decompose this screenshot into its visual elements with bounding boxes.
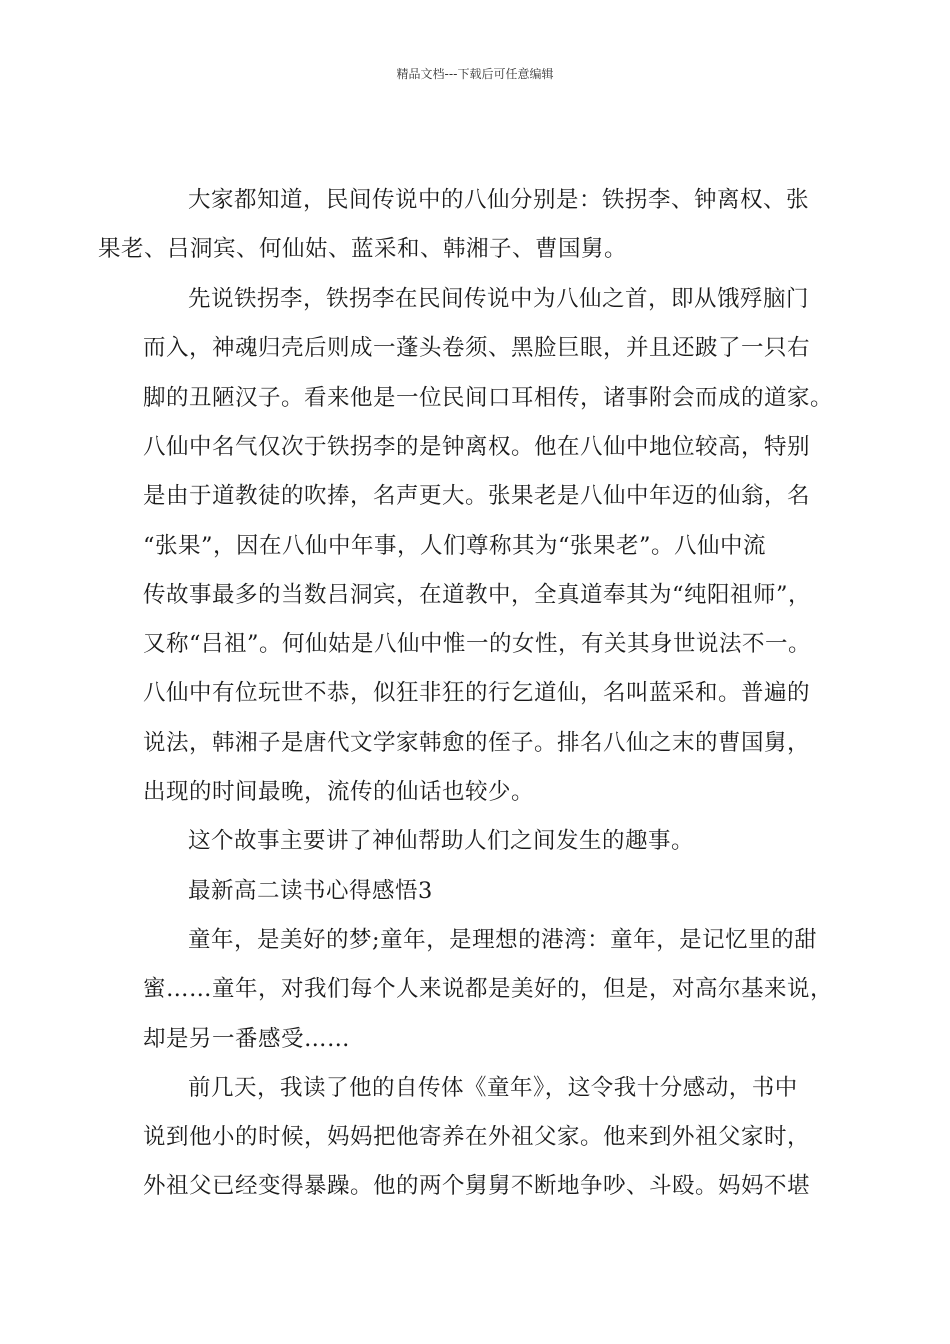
paragraph-eight-immortals-detail xyxy=(143,275,834,817)
text-line: 最新高二读书心得感悟3 xyxy=(188,877,433,904)
text-line: 八仙中名气仅次于铁拐李的是钟离权。他在八仙中地位较高，特别 xyxy=(143,433,811,460)
text-line: 出现的时间最晚，流传的仙话也较少。 xyxy=(143,779,535,806)
text-line: 而入，神魂归壳后则成一蓬头卷须、黑脸巨眼，并且还跛了一只右 xyxy=(143,335,811,362)
text-line: 脚的丑陋汉子。看来他是一位民间口耳相传，诸事附会而成的道家。 xyxy=(143,384,834,411)
text-line: 果老、吕洞宾、何仙姑、蓝采和、韩湘子、曹国舅。 xyxy=(98,236,628,263)
text-line: 八仙中有位玩世不恭，似狂非狂的行乞道仙，名叫蓝采和。普遍的 xyxy=(143,680,811,707)
page-header: 精品文档---下载后可任意编辑 xyxy=(396,67,554,81)
paragraph-eight-immortals-intro xyxy=(98,176,819,275)
text-line: 说法，韩湘子是唐代文学家韩愈的侄子。排名八仙之末的曹国舅， xyxy=(143,729,811,756)
text-line: 前几天，我读了他的自传体《童年》，这令我十分感动，书中 xyxy=(188,1074,798,1101)
text-line: 这个故事主要讲了神仙帮助人们之间发生的趣事。 xyxy=(188,828,695,855)
text-line: “张果”，因在八仙中年事，人们尊称其为“张果老”。八仙中流 xyxy=(143,532,767,559)
text-line: 童年，是美好的梦;童年，是理想的港湾：童年，是记忆里的甜 xyxy=(188,926,818,953)
text-line: 是由于道教徒的吹捧，名声更大。张果老是八仙中年迈的仙翁，名 xyxy=(143,483,811,510)
document-body xyxy=(98,176,834,1212)
text-line: 外祖父已经变得暴躁。他的两个舅舅不断地争吵、斗殴。妈妈不堪 xyxy=(143,1173,811,1200)
text-line: 说到他小的时候，妈妈把他寄养在外祖父家。他来到外祖父家时， xyxy=(143,1124,811,1151)
paragraph-childhood-reading xyxy=(143,1064,819,1212)
text-line: 却是另一番感受…… xyxy=(143,1025,351,1052)
paragraph-story-summary xyxy=(143,817,819,866)
text-line: 传故事最多的当数吕洞宾，在道教中，全真道奉其为“纯阳祖师”， xyxy=(143,581,812,608)
section-heading xyxy=(143,867,819,916)
paragraph-childhood-intro xyxy=(143,916,834,1064)
text-line: 先说铁拐李，铁拐李在民间传说中为八仙之首，即从饿殍脑门 xyxy=(188,286,810,313)
text-line: 大家都知道，民间传说中的八仙分别是：铁拐李、钟离权、张 xyxy=(188,187,810,213)
text-line: 蜜……童年，对我们每个人来说都是美好的，但是，对高尔基来说， xyxy=(143,976,834,1003)
text-line: 又称“吕祖”。何仙姑是八仙中惟一的女性，有关其身世说法不一。 xyxy=(143,631,812,658)
